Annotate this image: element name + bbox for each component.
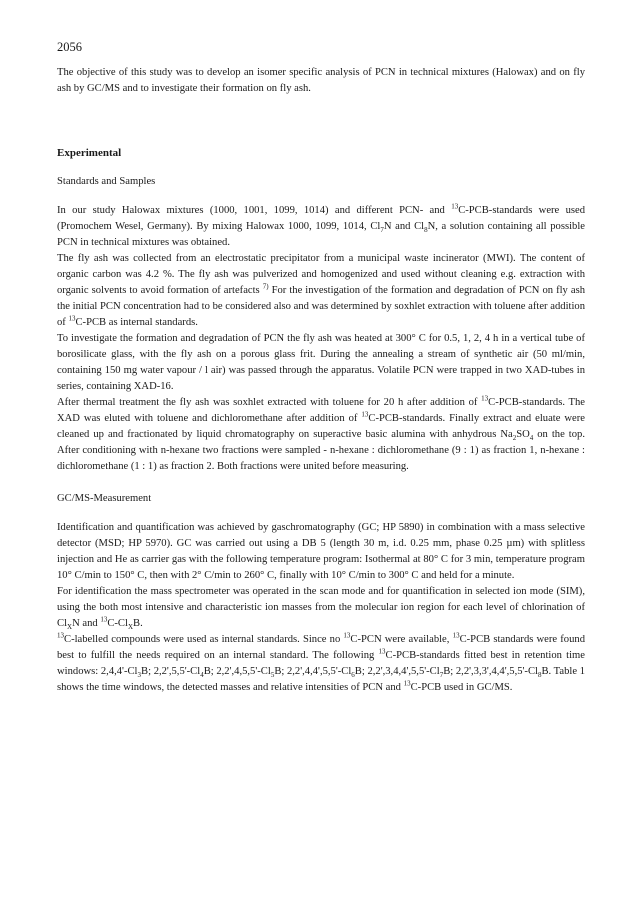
intro-paragraph: The objective of this study was to develop an isomer specific analysis of PCN in technical mixtures (Halowax) and on fly ash by GC/MS and to investigate their formation on fly ash. xyxy=(57,67,585,94)
section-heading-experimental: Experimental xyxy=(57,147,122,159)
page-number: 2056 xyxy=(57,40,82,54)
paragraph-standards: In our study Halowax mixtures (1000, 1001, 1099, 1014) and different PCN- and $^{13}$C-PCB-standards were used (Promochem Wesel, Germany). By mixing Halowax 1000, 1099, 1014, $Cl_7N$ and $Cl_8N$, a solution containing all possible PCN in technical mixtures was obtained. xyxy=(57,202,585,248)
paragraph-annealing: To investigate the formation and degradation of PCN the fly ash was heated at 300° C for 0.5, 1, 2, 4 h in a vertical tube of borosilicate glass, with the fly ash on a porous glass frit. During the annealing a stream of synthetic air (50 ml/min, containing 150 mg water vapour / l air) was passed through the apparatus. Volatile PCN were trapped in two XAD-tubes in series, containing XAD-16. xyxy=(57,333,585,392)
subsection-heading-standards: Standards and Samples xyxy=(57,176,156,187)
subsection-heading-gcms: GC/MS-Measurement xyxy=(57,493,152,504)
paragraph-gc-conditions: Identification and quantification was achieved by gaschromatography (GC; HP 5890) in combination with a mass selective detector (MSD; HP 5970). GC was carried out using a DB 5 (length 30 m, i.d. 0.25 mm, phase 0.25 µm) with splitless injection and He as carrier gas with the following temperature program: Isothermal at 80° C for 3 min, temperature program 10° C/min to 150° C, then with 2° C/min to 260° C, finally with 10° C/min to 300° C and held for a minute. xyxy=(57,522,585,581)
paragraph-ms-mode: For identification the mass spectrometer was operated in the scan mode and for quantification in selected ion mode (SIM), using the both most intensive and characteristic ion masses from the molecular ion region for each level of chlorination of $Cl_XN$ and $^{13}C-Cl_XB$. xyxy=(57,586,585,632)
paragraph-fly-ash: The fly ash was collected from an electrostatic precipitator from a municipal waste incinerator (MWI). The content of organic carbon was 4.2 %. The fly ash was pulverized and homogenized and used without cleaning e.g. extraction with organic solvents to avoid formation of artefacts $^{7)}$ For the investigation of the formation and degradation of PCN on fly ash the initial PCN concentration had to be considered also and was determined by soxhlet extraction with toluene after addition of $^{13}$C-PCB as internal standards. xyxy=(57,253,586,328)
paragraph-internal-standards: $^{13}$C-labelled compounds were used as internal standards. Since no $^{13}$C-PCN were available, $^{13}$C-PCB standards were found best to fulfill the needs required on an internal standard. The following $^{13}$C-PCB-standards fitted best in retention time windows: $2,4,4'-Cl_3B$; $2,2',5,5'-Cl_4B$; $2,2',4,5,5'-Cl_5B$; $2,2',4,4',5,5'-Cl_6B$; $2,2',3,4,4',5,5'-Cl_7B$; $2,2',3,3',4,4',5,5'-Cl_8B$. Table 1 shows the time windows, the detected masses and relative intensities of PCN and $^{13}$C-PCB used in GC/MS. xyxy=(57,631,586,693)
document-page xyxy=(57,40,585,696)
paragraph-extraction: After thermal treatment the fly ash was soxhlet extracted with toluene for 20 h after addition of $^{13}$C-PCB-standards. The XAD was eluted with toluene and dichloromethane after addition of $^{13}$C-PCB-standards. Finally extract and eluate were cleaned up and fractionated by liquid chromatography on superactive basic alumina with anhydrous $Na_2SO_4$ on the top. After conditioning with n-hexane two fractions were sampled - n-hexane : dichloromethane (9 : 1) as fraction 1, n-hexane : dichloromethane (1 : 1) as fraction 2. Both fractions were united before measuring. xyxy=(57,394,585,472)
